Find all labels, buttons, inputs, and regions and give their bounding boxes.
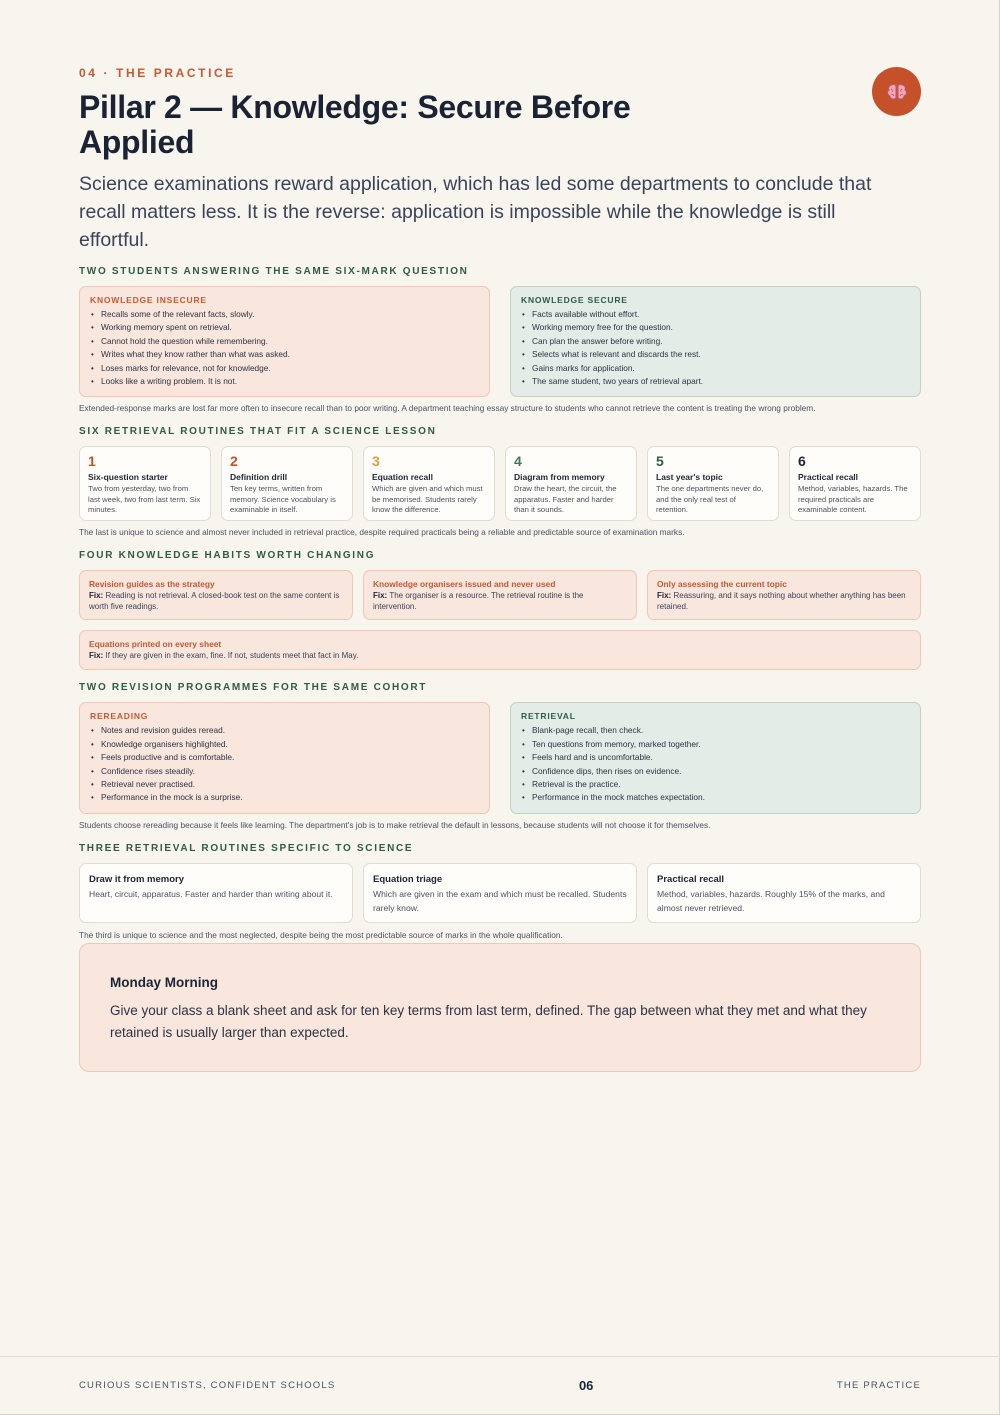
fix-label: Fix:: [657, 591, 672, 601]
routine-description: Ten key terms, written from memory. Science vocabulary is examinable in itself.: [230, 484, 336, 515]
list-item: • Feels productive and is comfortable.: [90, 751, 479, 764]
retrieval-title: RETRIEVAL: [521, 711, 576, 722]
fix-text: Reading is not retrieval. A closed-book test on the same content is worth five readings.: [89, 591, 340, 612]
list-item: • Ten questions from memory, marked together.: [521, 738, 910, 751]
routine-description: Method, variables, hazards. The required practicals are examinable content.: [798, 484, 908, 515]
specific-routine-description: Method, variables, hazards. Roughly 15% of the marks, and almost never retrieved.: [657, 888, 885, 913]
specific-routine-title: Draw it from memory: [89, 873, 185, 885]
habit-card: [363, 570, 637, 620]
fix-text: The organiser is a resource. The retrieval routine is the intervention.: [373, 591, 584, 612]
routine-title: Equation recall: [372, 472, 433, 483]
list-item: • Working memory free for the question.: [521, 321, 910, 334]
routine-card: [505, 446, 637, 521]
habit-title: Revision guides as the strategy: [89, 579, 215, 590]
list-item: • Gains marks for application.: [521, 362, 910, 375]
routine-title: Diagram from memory: [514, 472, 605, 483]
students-comparison: [79, 286, 921, 397]
routine-number: 2: [230, 453, 238, 470]
fix-text: If they are given in the exam, fine. If not, students meet that fact in May.: [105, 651, 359, 661]
routine-title: Six-question starter: [88, 472, 168, 483]
habit-title: Knowledge organisers issued and never used: [373, 579, 556, 590]
routine-title: Last year's topic: [656, 472, 723, 483]
routine-number: 3: [372, 453, 380, 470]
retrieval-list: [521, 724, 910, 804]
list-item: • Performance in the mock matches expectation.: [521, 791, 910, 804]
page-title: Pillar 2 — Knowledge: Secure Before Applied: [79, 89, 631, 160]
habit-fix: [373, 590, 627, 612]
list-item: • Selects what is relevant and discards the rest.: [521, 348, 910, 361]
list-item: • Recalls some of the relevant facts, slowly.: [90, 308, 479, 321]
specific-routine-description: Which are given in the exam and which must be recalled. Students rarely know.: [373, 888, 627, 913]
routines-cards: [79, 446, 921, 521]
list-item: • Feels hard and is uncomfortable.: [521, 751, 910, 764]
habits-cards: [79, 570, 921, 670]
students-heading: TWO STUDENTS ANSWERING THE SAME SIX-MARK QUESTION: [79, 266, 469, 277]
habit-fix: [89, 650, 911, 661]
routine-title: Definition drill: [230, 472, 288, 483]
habit-card: [79, 570, 353, 620]
insecure-panel: [79, 286, 490, 397]
secure-list: [521, 308, 910, 388]
list-item: • Working memory spent on retrieval.: [90, 321, 479, 334]
list-item: • Notes and revision guides reread.: [90, 724, 479, 737]
insecure-list: [90, 308, 479, 388]
fix-label: Fix:: [373, 591, 388, 601]
specific-routine-card: [647, 863, 921, 923]
list-item: • Blank-page recall, then check.: [521, 724, 910, 737]
secure-panel: [510, 286, 921, 397]
routine-card: [647, 446, 779, 521]
specific-routine-card: [363, 863, 637, 923]
habit-card: [79, 630, 921, 670]
specific-note: The third is unique to science and the most neglected, despite being the most predictable source of marks in the whole qualification.: [79, 929, 563, 940]
list-item: • Performance in the mock is a surprise.: [90, 791, 479, 804]
monday-title: Monday Morning: [110, 974, 218, 990]
list-item: • The same student, two years of retrieval apart.: [521, 375, 910, 388]
routine-number: 4: [514, 453, 522, 470]
habit-card: [647, 570, 921, 620]
revision-heading: TWO REVISION PROGRAMMES FOR THE SAME COHORT: [79, 682, 428, 694]
lede-paragraph: Science examinations reward application, which has led some departments to conclude that recall matters less. It is the reverse: application is impossible while the knowledge is still effortful.: [79, 173, 872, 251]
specific-cards: [79, 863, 921, 923]
list-item: • Confidence rises steadily.: [90, 765, 479, 778]
monday-morning-callout: [79, 943, 921, 1072]
rereading-panel: [79, 702, 490, 813]
habit-fix: [89, 590, 343, 612]
rereading-title: REREADING: [90, 711, 149, 722]
list-item: • Facts available without effort.: [521, 308, 910, 321]
specific-routine-title: Practical recall: [657, 873, 725, 885]
specific-routine-card: [79, 863, 353, 923]
fix-label: Fix:: [89, 651, 104, 661]
specific-routine-title: Equation triage: [373, 873, 443, 885]
students-note: Extended-response marks are lost far more often to insecure recall than to poor writing. A department teaching essay structure to students who cannot retrieve the content is treating the wrong problem.: [79, 403, 816, 414]
routine-number: 6: [798, 453, 806, 470]
routine-card: [363, 446, 495, 521]
rereading-list: [90, 724, 479, 804]
page-number: 06: [578, 1378, 594, 1393]
list-item: • Can plan the answer before writing.: [521, 335, 910, 348]
retrieval-panel: [510, 702, 921, 813]
routines-note: The last is unique to science and almost never included in retrieval practice, despite required practicals being a reliable and predictable source of examination marks.: [79, 527, 685, 538]
habits-heading: FOUR KNOWLEDGE HABITS WORTH CHANGING: [79, 550, 376, 562]
habit-fix: [657, 590, 911, 612]
routine-card: [79, 446, 211, 521]
section-eyebrow: 04 · THE PRACTICE: [79, 66, 236, 80]
routine-title: Practical recall: [798, 472, 859, 483]
routine-card: [789, 446, 921, 521]
routine-description: Draw the heart, the circuit, the apparatus. Faster and harder than it sounds.: [514, 484, 617, 515]
specific-heading: THREE RETRIEVAL ROUTINES SPECIFIC TO SCIENCE: [79, 842, 414, 854]
list-item: • Confidence dips, then rises on evidence.: [521, 765, 910, 778]
list-item: • Retrieval never practised.: [90, 778, 479, 791]
insecure-title: KNOWLEDGE INSECURE: [90, 295, 207, 305]
routine-card: [221, 446, 353, 521]
habit-title: Only assessing the current topic: [657, 579, 787, 590]
monday-body: Give your class a blank sheet and ask for ten key terms from last term, defined. The gap between what they met and what they retained is usually larger than expected.: [110, 1002, 867, 1040]
secure-title: KNOWLEDGE SECURE: [521, 295, 628, 305]
revision-comparison: [79, 702, 921, 813]
footer-left: CURIOUS SCIENTISTS, CONFIDENT SCHOOLS: [79, 1380, 336, 1391]
footer-divider: [0, 1356, 1000, 1357]
revision-note: Students choose rereading because it feels like learning. The department's job is to make retrieval the default in lessons, because students will not choose it for themselves.: [79, 819, 711, 830]
main-content: [79, 66, 921, 1072]
list-item: • Loses marks for relevance, not for knowledge.: [90, 362, 479, 375]
routine-number: 1: [88, 453, 96, 470]
footer-right: THE PRACTICE: [836, 1380, 921, 1391]
routines-heading: SIX RETRIEVAL ROUTINES THAT FIT A SCIENCE LESSON: [79, 426, 437, 438]
specific-routine-description: Heart, circuit, apparatus. Faster and harder than writing about it.: [89, 888, 333, 899]
list-item: • Retrieval is the practice.: [521, 778, 910, 791]
fix-label: Fix:: [89, 591, 104, 601]
routine-description: The one departments never do, and the only real test of retention.: [656, 484, 764, 515]
routine-description: Which are given and which must be memorised. Students rarely know the difference.: [372, 484, 483, 515]
page-footer: [79, 1378, 921, 1393]
list-item: • Knowledge organisers highlighted.: [90, 738, 479, 751]
list-item: • Writes what they know rather than what was asked.: [90, 348, 479, 361]
fix-text: Reassuring, and it says nothing about whether anything has been retained.: [657, 591, 906, 612]
habit-title: Equations printed on every sheet: [89, 639, 222, 650]
list-item: • Looks like a writing problem. It is not.: [90, 375, 479, 388]
routine-number: 5: [656, 453, 664, 470]
routine-description: Two from yesterday, two from last week, two from last term. Six minutes.: [88, 484, 201, 515]
list-item: • Cannot hold the question while remembering.: [90, 335, 479, 348]
